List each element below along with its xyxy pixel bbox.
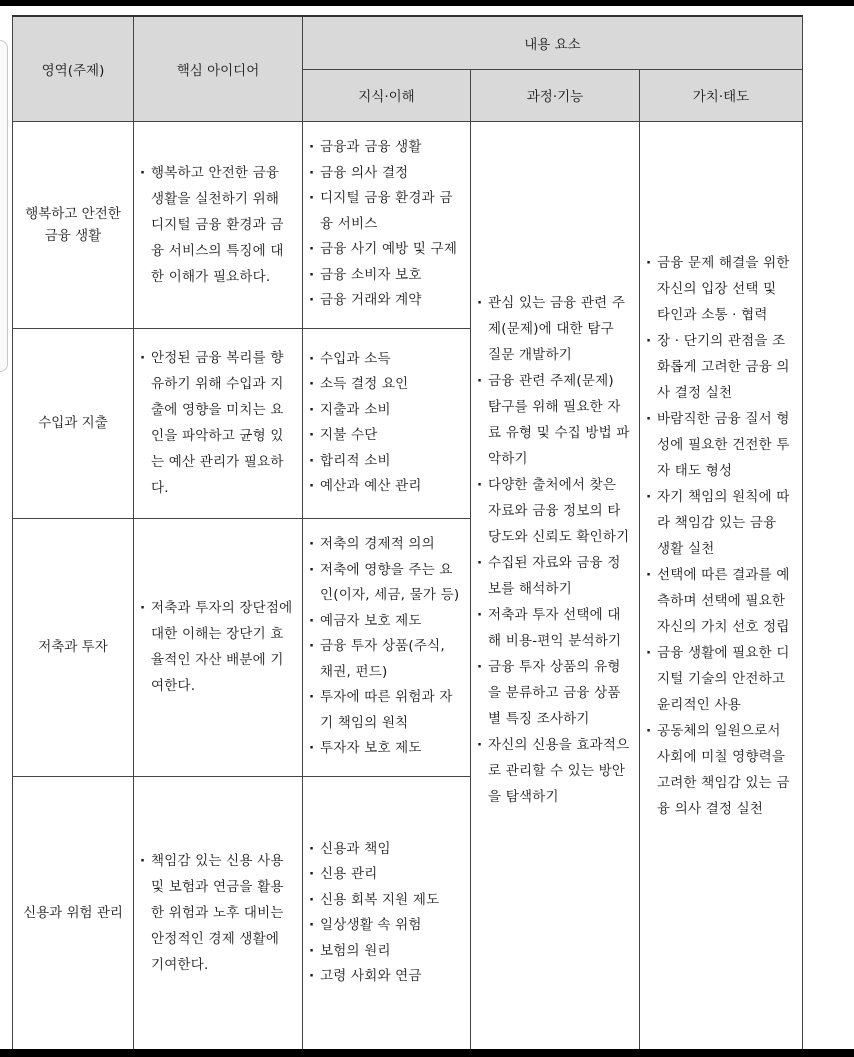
knowledge-item: · 예산과 예산 관리 xyxy=(309,474,462,500)
knowledge-item: · 금융 소비자 보호 xyxy=(309,263,462,289)
core-idea-cell xyxy=(134,776,303,1050)
knowledge-item: · 예금자 보호 제도 xyxy=(309,609,462,635)
process-item: · 다양한 출처에서 찾은 자료와 금융 정보의 타당도와 신뢰도 확인하기 xyxy=(477,472,631,550)
area-cell: 신용과 위험 관리 xyxy=(13,776,134,1050)
process-item: · 관심 있는 금융 관련 주제(문제)에 대한 탐구 질문 개발하기 xyxy=(477,290,631,368)
core-idea-cell xyxy=(134,328,303,518)
knowledge-item: · 보험의 원리 xyxy=(309,939,462,965)
values-item: · 바람직한 금융 질서 형성에 필요한 건전한 투자 태도 형성 xyxy=(646,406,794,484)
core-idea-text: · 행복하고 안전한 금융 생활을 실천하기 위해 디지털 금융 환경과 금융 서비스의 특징에 대한 이해가 필요하다. xyxy=(140,160,294,290)
header-values: 가치·태도 xyxy=(640,69,803,121)
process-item: · 저축과 투자 선택에 대해 비용-편익 분석하기 xyxy=(477,602,631,654)
knowledge-item: · 신용 관리 xyxy=(309,862,462,888)
knowledge-item: · 금융 의사 결정 xyxy=(309,161,462,187)
values-item: · 자기 책임의 원칙에 따라 책임감 있는 금융 생활 실천 xyxy=(646,484,794,562)
values-item: · 금융 문제 해결을 위한 자신의 입장 선택 및 타인과 소통 · 협력 xyxy=(646,250,794,328)
knowledge-item: · 지출과 소비 xyxy=(309,398,462,424)
knowledge-cell xyxy=(303,121,471,328)
knowledge-cell xyxy=(303,518,471,776)
core-idea-text: · 책임감 있는 신용 사용 및 보험과 연금을 활용한 위험과 노후 대비는 안정적인 경제 생활에 기여한다. xyxy=(140,848,294,978)
screen-bottom-edge xyxy=(0,1049,854,1057)
header-content-elements: 내용 요소 xyxy=(303,16,803,69)
area-cell: 수입과 지출 xyxy=(13,328,134,518)
values-cell xyxy=(640,121,803,1050)
values-item: · 선택에 따른 결과를 예측하며 선택에 필요한 자신의 가치 선호 정립 xyxy=(646,562,794,640)
knowledge-item: · 금융과 금융 생활 xyxy=(309,135,462,161)
content-system-table xyxy=(12,15,803,1051)
header-core-idea: 핵심 아이디어 xyxy=(134,16,303,121)
knowledge-item: · 금융 거래와 계약 xyxy=(309,288,462,314)
process-cell xyxy=(471,121,640,1050)
process-item: · 금융 관련 주제(문제) 탐구를 위해 필요한 자료 유형 및 수집 방법 파악하기 xyxy=(477,368,631,472)
area-cell: 저축과 투자 xyxy=(13,518,134,776)
knowledge-item: · 금융 투자 상품(주식, 채권, 펀드) xyxy=(309,634,462,685)
core-idea-cell xyxy=(134,121,303,328)
knowledge-item: · 투자자 보호 제도 xyxy=(309,736,462,762)
knowledge-item: · 저축의 경제적 의의 xyxy=(309,532,462,558)
header-knowledge: 지식·이해 xyxy=(303,69,471,121)
values-item: · 공동체의 일원으로서 사회에 미칠 영향력을 고려한 책임감 있는 금융 의사 결정 실천 xyxy=(646,718,794,822)
header-area: 영역(주제) xyxy=(13,16,134,121)
knowledge-item: · 디지털 금융 환경과 금융 서비스 xyxy=(309,186,462,237)
knowledge-cell xyxy=(303,328,471,518)
knowledge-item: · 소득 결정 요인 xyxy=(309,372,462,398)
core-idea-cell xyxy=(134,518,303,776)
header-process: 과정·기능 xyxy=(471,69,640,121)
process-item: · 자신의 신용을 효과적으로 관리할 수 있는 방안을 탐색하기 xyxy=(477,732,631,810)
knowledge-item: · 신용과 책임 xyxy=(309,837,462,863)
knowledge-item: · 지불 수단 xyxy=(309,423,462,449)
core-idea-text: · 안정된 금융 복리를 향유하기 위해 수입과 지출에 영향을 미치는 요인을 파악하고 균형 있는 예산 관리가 필요하다. xyxy=(140,345,294,501)
knowledge-cell xyxy=(303,776,471,1050)
process-item: · 수집된 자료와 금융 정보를 해석하기 xyxy=(477,550,631,602)
knowledge-item: · 고령 사회와 연금 xyxy=(309,964,462,990)
values-item: · 장 · 단기의 관점을 조화롭게 고려한 금융 의사 결정 실천 xyxy=(646,328,794,406)
process-item: · 금융 투자 상품의 유형을 분류하고 금융 상품별 특징 조사하기 xyxy=(477,654,631,732)
knowledge-item: · 합리적 소비 xyxy=(309,449,462,475)
values-item: · 금융 생활에 필요한 디지털 기술의 안전하고 윤리적인 사용 xyxy=(646,640,794,718)
knowledge-item: · 저축에 영향을 주는 요인(이자, 세금, 물가 등) xyxy=(309,558,462,609)
scroll-handle[interactable] xyxy=(0,40,8,372)
knowledge-item: · 일상생활 속 위험 xyxy=(309,913,462,939)
knowledge-item: · 신용 회복 지원 제도 xyxy=(309,888,462,914)
knowledge-item: · 수입과 소득 xyxy=(309,347,462,373)
curriculum-document xyxy=(12,15,802,1049)
core-idea-text: · 저축과 투자의 장단점에 대한 이해는 장단기 효율적인 자산 배분에 기여한다. xyxy=(140,595,294,699)
knowledge-item: · 금융 사기 예방 및 구제 xyxy=(309,237,462,263)
area-cell: 행복하고 안전한 금융 생활 xyxy=(13,121,134,328)
knowledge-item: · 투자에 따른 위험과 자기 책임의 원칙 xyxy=(309,685,462,736)
screen-top-edge xyxy=(0,0,854,6)
